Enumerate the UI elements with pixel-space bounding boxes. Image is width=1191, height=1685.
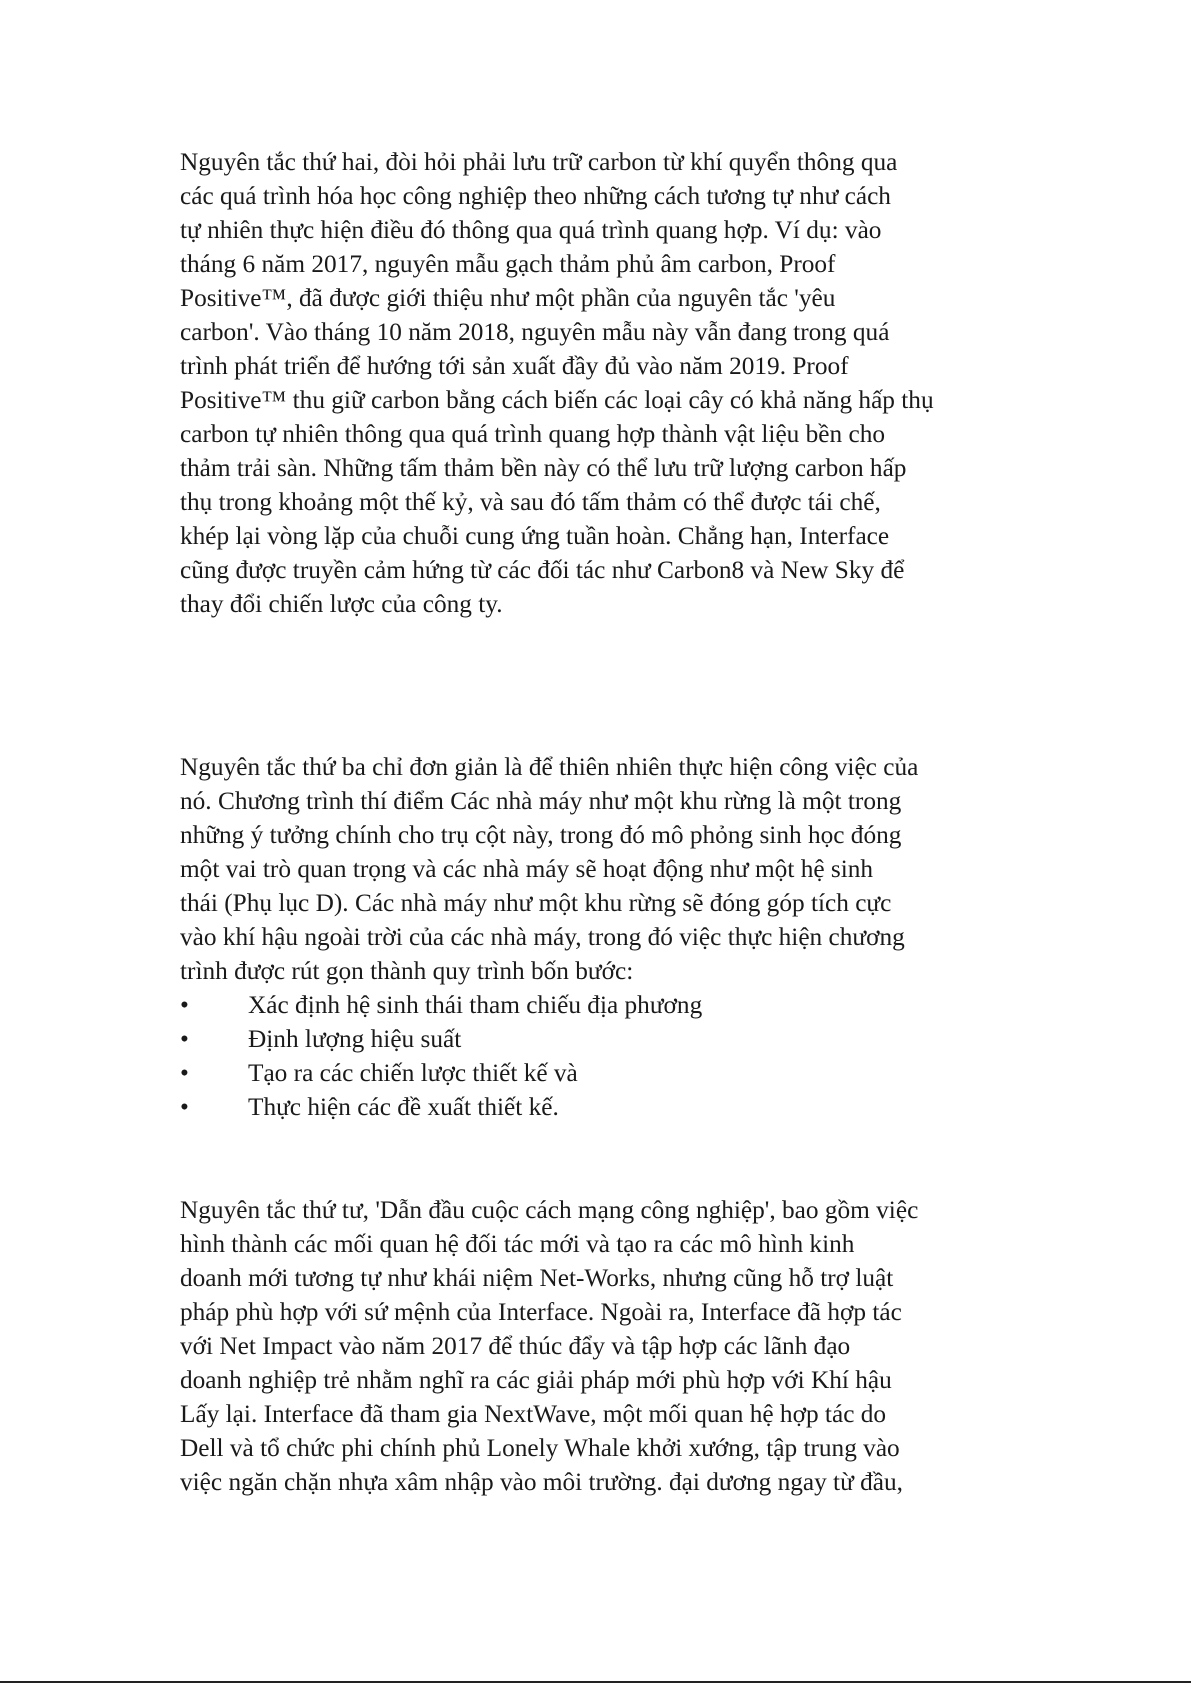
bullet-icon: • xyxy=(180,1059,189,1087)
list-item-text: Tạo ra các chiến lược thiết kế và xyxy=(248,1059,578,1087)
paragraph-principle-three: Nguyên tắc thứ ba chỉ đơn giản là để thiên nhiên thực hiện công việc của nó. Chương trình thí điểm Các nhà máy như một khu rừng là một trong những ý tưởng chính cho trụ cột này, trong đó mô phỏng sinh học đóng một vai trò quan trọng và các nhà máy sẽ hoạt động như một hệ sinh thái (Phụ lục D). Các nhà máy như một khu rừng sẽ đóng góp tích cực vào khí hậu ngoài trời của các nhà máy, trong đó việc thực hiện chương trình được rút gọn thành quy trình bốn bước: xyxy=(180,753,919,985)
list-item-text: Thực hiện các đề xuất thiết kế. xyxy=(248,1093,559,1121)
paragraph-principle-four: Nguyên tắc thứ tư, 'Dẫn đầu cuộc cách mạng công nghiệp', bao gồm việc hình thành các mối quan hệ đối tác mới và tạo ra các mô hình kinh doanh mới tương tự như khái niệm Net-Works, nhưng cũng hỗ trợ luật pháp phù hợp với sứ mệnh của Interface. Ngoài ra, Interface đã hợp tác với Net Impact vào năm 2017 để thúc đẩy và tập hợp các lãnh đạo doanh nghiệp trẻ nhằm nghĩ ra các giải pháp mới phù hợp với Khí hậu Lấy lại. Interface đã tham gia NextWave, một mối quan hệ hợp tác do Dell và tổ chức phi chính phủ Lonely Whale khởi xướng, tập trung vào việc ngăn chặn nhựa xâm nhập vào môi trường. đại dương ngay từ đầu, xyxy=(180,1196,919,1496)
four-step-list xyxy=(180,988,1020,1124)
bullet-icon: • xyxy=(180,1025,189,1053)
bullet-icon: • xyxy=(180,1093,189,1121)
list-item xyxy=(180,988,1020,1022)
list-item xyxy=(180,1056,1020,1090)
bullet-icon: • xyxy=(180,991,189,1019)
list-item xyxy=(180,1090,1020,1124)
list-item xyxy=(180,1022,1020,1056)
page-bottom-divider xyxy=(0,1681,1191,1683)
list-item-text: Xác định hệ sinh thái tham chiếu địa phương xyxy=(248,991,703,1019)
paragraph-principle-two: Nguyên tắc thứ hai, đòi hỏi phải lưu trữ carbon từ khí quyển thông qua các quá trình hóa học công nghiệp theo những cách tương tự như cách tự nhiên thực hiện điều đó thông qua quá trình quang hợp. Ví dụ: vào tháng 6 năm 2017, nguyên mẫu gạch thảm phủ âm carbon, Proof Positive™, đã được giới thiệu như một phần của nguyên tắc 'yêu carbon'. Vào tháng 10 năm 2018, nguyên mẫu này vẫn đang trong quá trình phát triển để hướng tới sản xuất đầy đủ vào năm 2019. Proof Positive™ thu giữ carbon bằng cách biến các loại cây có khả năng hấp thụ carbon tự nhiên thông qua quá trình quang hợp thành vật liệu bền cho thảm trải sàn. Những tấm thảm bền này có thể lưu trữ lượng carbon hấp thụ trong khoảng một thế kỷ, và sau đó tấm thảm có thể được tái chế, khép lại vòng lặp của chuỗi cung ứng tuần hoàn. Chẳng hạn, Interface cũng được truyền cảm hứng từ các đối tác như Carbon8 và New Sky để thay đổi chiến lược của công ty. xyxy=(180,148,934,618)
list-item-text: Định lượng hiệu suất xyxy=(248,1025,462,1053)
